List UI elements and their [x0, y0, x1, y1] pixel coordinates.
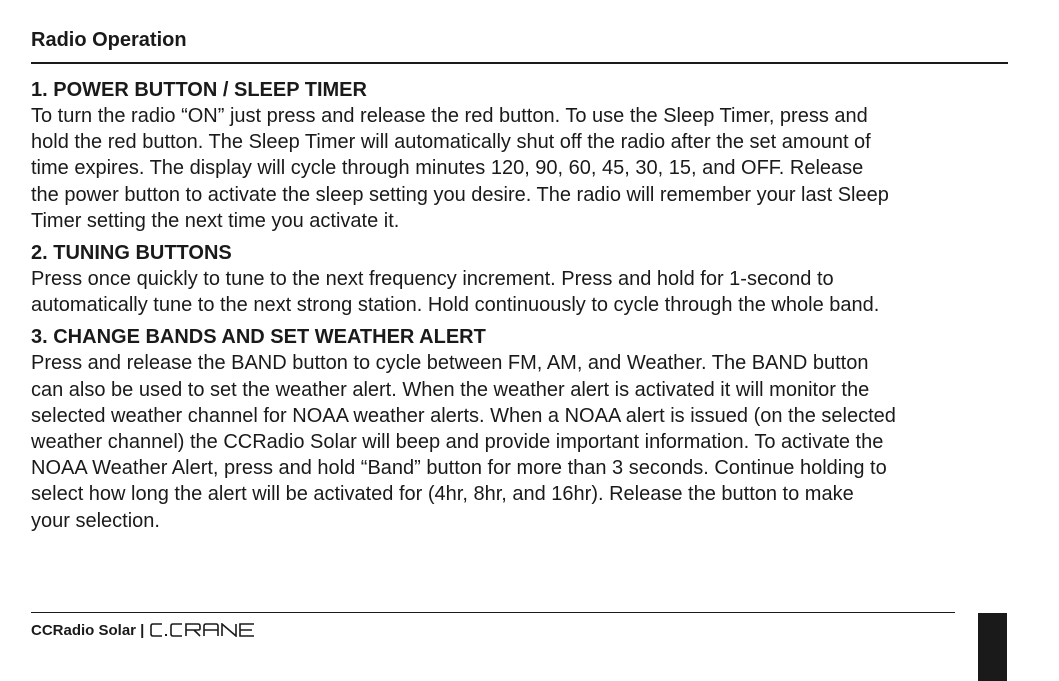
footer-divider — [31, 612, 955, 613]
section-tuning-buttons — [31, 240, 1006, 318]
page-edge-tab — [978, 613, 1007, 681]
section-title: 2. TUNING BUTTONS — [31, 242, 232, 265]
c-crane-logo — [150, 623, 272, 637]
section-body: Press and release the BAND button to cycle between FM, AM, and Weather. The BAND button can also be used to set the weather alert. When the weather alert is activated it will monitor the selected weather channel for NOAA weather alerts. When a NOAA alert is issued (on the selected weather channel) the CCRadio Solar will beep and provide important information. To activate the NOAA Weather Alert, press and hold “Band” button for more than 3 seconds. Continue holding to select how long the alert will be activated for (4hr, 8hr, and 16hr). Release the button to make your selection. — [31, 352, 896, 532]
page-title: Radio Operation — [31, 29, 187, 51]
page-footer — [31, 620, 272, 640]
section-title: 3. CHANGE BANDS AND SET WEATHER ALERT — [31, 326, 486, 349]
section-power-button — [31, 77, 1006, 234]
section-title: 1. POWER BUTTON / SLEEP TIMER — [31, 79, 367, 101]
header-divider — [31, 62, 1008, 64]
manual-content — [31, 77, 1006, 540]
footer-product-name: CCRadio Solar | — [31, 621, 145, 639]
section-change-bands — [31, 324, 1006, 533]
section-body: Press once quickly to tune to the next frequency increment. Press and hold for 1-second to automatically tune to the next strong station. Hold continuously to cycle through the whole band. — [31, 268, 880, 317]
section-body: To turn the radio “ON” just press and release the red button. To use the Sleep Timer, press and hold the red button. The Sleep Timer will automatically shut off the radio after the set amount of time expires. The display will cycle through minutes 120, 90, 60, 45, 30, 15, and OFF. Release the power button to activate the sleep setting you desire. The radio will remember your last Sleep Timer setting the next time you activate it. — [31, 105, 889, 232]
